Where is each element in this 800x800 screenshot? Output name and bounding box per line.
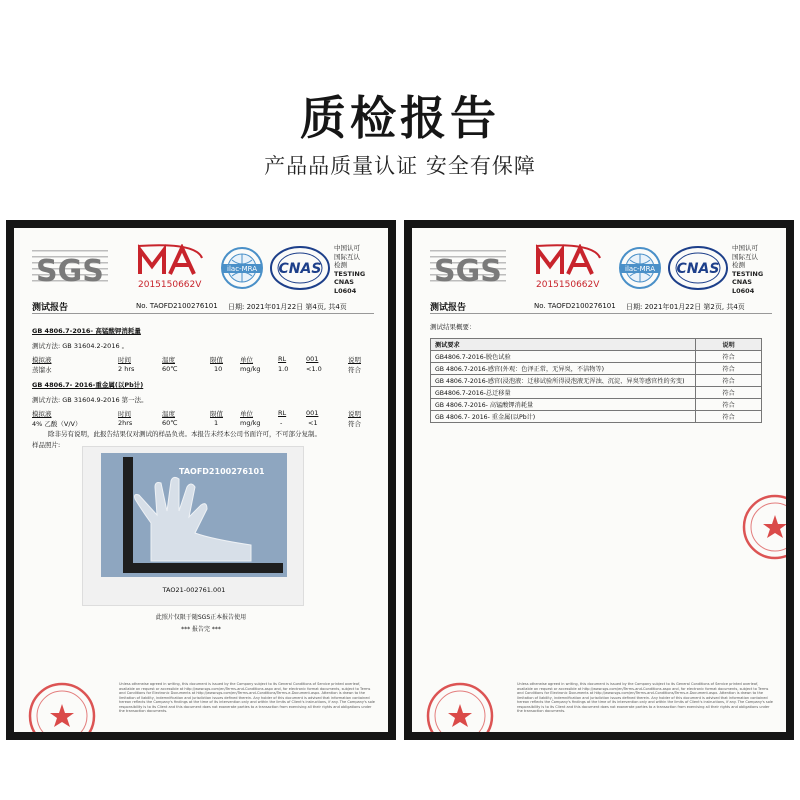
footer-terms: Unless otherwise agreed in writing, this document is issued by the Company subject to its General Conditions of Service printed overleaf, available on request or accessible at http://www.sgs.com/en/Terms-and-Conditions.aspx and, for electronic format documents, subject to Terms and Conditions for Electronic Documents at http://www.sgs.com/en/Terms-and-Conditions/Terms-e-Document.aspx. Attention is drawn to the limitation of liability, indemnification and jurisdiction issues defined therein. Any holder of this document is advised that information contained hereon reflects the Company's findings at the time of its intervention only and within the limits of Client's instructions, if any. The Company's sole responsibility is to its Client and this document does not exonerate parties to a transaction from exercising all their rights and obligations under the transaction documents. <box>119 682 375 713</box>
logo-bar <box>32 244 378 295</box>
cell: <1.0 <box>306 365 322 373</box>
cnas-text: CNAS <box>278 261 322 277</box>
cell: 符合 <box>696 399 762 411</box>
col-header: 限值 <box>210 356 223 364</box>
page-title: 质检报告 <box>300 91 500 145</box>
col-header: 001 <box>306 355 319 363</box>
sgs-logo <box>430 246 506 288</box>
cma-logo <box>534 244 604 290</box>
summary-table <box>430 338 762 423</box>
cma-logo <box>136 244 206 290</box>
cell: 60℃ <box>162 365 178 373</box>
sgs-logo-text: SGS <box>434 254 502 288</box>
cell: 符合 <box>348 420 361 428</box>
col-header: 单位 <box>240 410 253 418</box>
col-header: RL <box>278 355 287 363</box>
cnas-cert-text <box>334 244 378 295</box>
report-frame-right <box>404 220 794 740</box>
table-row <box>431 387 762 399</box>
ilac-mra-logo <box>618 246 662 290</box>
sgs-logo-text: SGS <box>36 254 104 288</box>
col-header: 温度 <box>162 356 175 364</box>
col-header: 温度 <box>162 410 175 418</box>
table-row <box>431 375 762 387</box>
report-page-2 <box>412 228 786 732</box>
cell: 4% 乙酸（V/V） <box>32 420 82 428</box>
cell: GB 4806.7- 2016- 重金属(以Pb计) <box>431 411 696 423</box>
cert-line: 检测 <box>334 261 347 269</box>
cell: 符合 <box>696 387 762 399</box>
col-header: 模拟液 <box>32 410 52 418</box>
cell: 符合 <box>696 375 762 387</box>
cell: <1 <box>308 419 318 427</box>
cert-line: TESTING <box>732 269 764 278</box>
red-seal-icon <box>26 680 98 732</box>
cell: GB4806.7-2016-脱色试验 <box>431 351 696 363</box>
table-row <box>431 363 762 375</box>
cell: mg/kg <box>240 419 261 427</box>
col-header: 时间 <box>118 410 131 418</box>
report-frame-left <box>6 220 396 740</box>
red-seal-icon <box>740 492 786 562</box>
report-date: 日期: 2021年01月22日 第4页, 共4页 <box>228 303 347 311</box>
cert-line: CNAS L0604 <box>732 278 755 295</box>
table-row <box>431 411 762 423</box>
cert-line: 国际互认 <box>334 252 360 261</box>
cnas-logo <box>668 246 728 290</box>
col-header: 说明 <box>348 356 361 364</box>
ilac-text: ilac-MRA <box>625 265 655 273</box>
col-header: 限值 <box>210 410 223 418</box>
col-header: 测试要求 <box>431 339 696 351</box>
cert-line: TESTING <box>334 269 366 278</box>
cma-number: 2015150662V <box>138 280 202 290</box>
col-header: 时间 <box>118 356 131 364</box>
cell: GB4806.7-2016-总迁移量 <box>431 387 696 399</box>
cell: 1.0 <box>278 365 289 373</box>
col-header: 模拟液 <box>32 356 52 364</box>
summary-heading: 测试结果概要： <box>430 323 476 331</box>
section-title: GB 4806.7- 2016-重金属(以Pb计) <box>32 381 144 389</box>
photo-note: 此照片仅限于随SGS正本报告使用 <box>155 614 247 621</box>
cell: 60℃ <box>162 419 178 427</box>
footer-terms: Unless otherwise agreed in writing, this document is issued by the Company subject to its General Conditions of Service printed overleaf, available on request or accessible at http://www.sgs.com/en/Terms-and-Conditions.aspx and, for electronic format documents, subject to Terms and Conditions for Electronic Documents at http://www.sgs.com/en/Terms-and-Conditions/Terms-e-Document.aspx. Attention is drawn to the limitation of liability, indemnification and jurisdiction issues defined therein. Any holder of this document is advised that information contained hereon reflects the Company's findings at the time of its intervention only and within the limits of Client's instructions, if any. The Company's sole responsibility is to its Client and this document does not exonerate parties to a transaction from exercising all their rights and obligations under the transaction documents. <box>517 682 773 713</box>
report-title: 测试报告 <box>32 303 69 313</box>
col-header: 说明 <box>348 410 361 418</box>
photo-heading: 样品照片: <box>32 441 61 449</box>
cell: - <box>280 419 283 427</box>
cell: 符合 <box>696 351 762 363</box>
cert-line: 中国认可 <box>732 244 758 252</box>
result-table-row <box>32 365 362 374</box>
report-number: No. TAOFD2100276101 <box>534 302 616 310</box>
summary-table-header <box>431 339 762 351</box>
cma-number: 2015150662V <box>536 280 600 290</box>
glove-photo <box>101 453 287 577</box>
report-title: 测试报告 <box>430 303 467 313</box>
report-number: No. TAOFD2100276101 <box>136 302 218 310</box>
cell: GB 4806.7-2016-感官(外观：色泽正常，无异臭，不洁物等) <box>431 363 696 375</box>
red-seal-icon <box>424 680 496 732</box>
cert-line: 检测 <box>732 261 745 269</box>
result-table-row <box>32 419 362 428</box>
cell: GB 4806.7-2016-感官(浸泡液：迁移试验所得浸泡液无浑浊、沉淀、异臭等感官性的劣变) <box>431 375 696 387</box>
logo-bar <box>430 244 776 295</box>
report-page-1 <box>14 228 388 732</box>
photo-sample-id: TAOFD2100276101 <box>179 467 265 476</box>
col-header: RL <box>278 409 287 417</box>
report-header <box>430 298 772 314</box>
end-note: *** 报告完 *** <box>181 626 221 633</box>
col-header: 单位 <box>240 356 253 364</box>
test-method: 测试方法: GB 31604.9-2016 第一法。 <box>32 396 148 404</box>
cell: 符合 <box>348 366 361 374</box>
cell: 2 hrs <box>118 365 135 373</box>
sgs-logo <box>32 246 108 288</box>
cell: 符合 <box>696 363 762 375</box>
cnas-logo <box>270 246 330 290</box>
col-header: 说明 <box>696 339 762 351</box>
cell: 10 <box>214 365 223 373</box>
cell: 2hrs <box>118 419 133 427</box>
cell: 1 <box>214 419 219 427</box>
disclaimer: 除非另有说明，此报告结果仅对测试的样品负责。本报告未经本公司书面许可，不可部分复制。 <box>48 430 321 438</box>
photo-caption: TAO21-002761.001 <box>162 586 226 594</box>
report-date: 日期: 2021年01月22日 第2页, 共4页 <box>626 303 745 311</box>
cell: mg/kg <box>240 365 261 373</box>
cell: 蒸馏水 <box>32 366 52 374</box>
cnas-text: CNAS <box>676 261 720 277</box>
ilac-mra-logo <box>220 246 264 290</box>
cell: GB 4806.7-2016- 高锰酸钾消耗量 <box>431 399 696 411</box>
table-row <box>431 399 762 411</box>
result-table-header <box>32 355 362 364</box>
table-row <box>431 351 762 363</box>
cnas-cert-text <box>732 244 776 295</box>
cert-line: 国际互认 <box>732 252 758 261</box>
ilac-text: ilac-MRA <box>227 265 257 273</box>
section-title: GB 4806.7-2016- 高锰酸钾消耗量 <box>32 327 141 335</box>
report-header <box>32 298 374 314</box>
page-subtitle: 产品品质量认证 安全有保障 <box>264 154 536 178</box>
cert-line: 中国认可 <box>334 244 360 252</box>
cert-line: CNAS L0604 <box>334 278 357 295</box>
test-method: 测试方法: GB 31604.2-2016 。 <box>32 342 129 350</box>
sample-photo <box>82 446 304 606</box>
cell: 符合 <box>696 411 762 423</box>
result-table-header <box>32 409 362 418</box>
col-header: 001 <box>306 409 319 417</box>
